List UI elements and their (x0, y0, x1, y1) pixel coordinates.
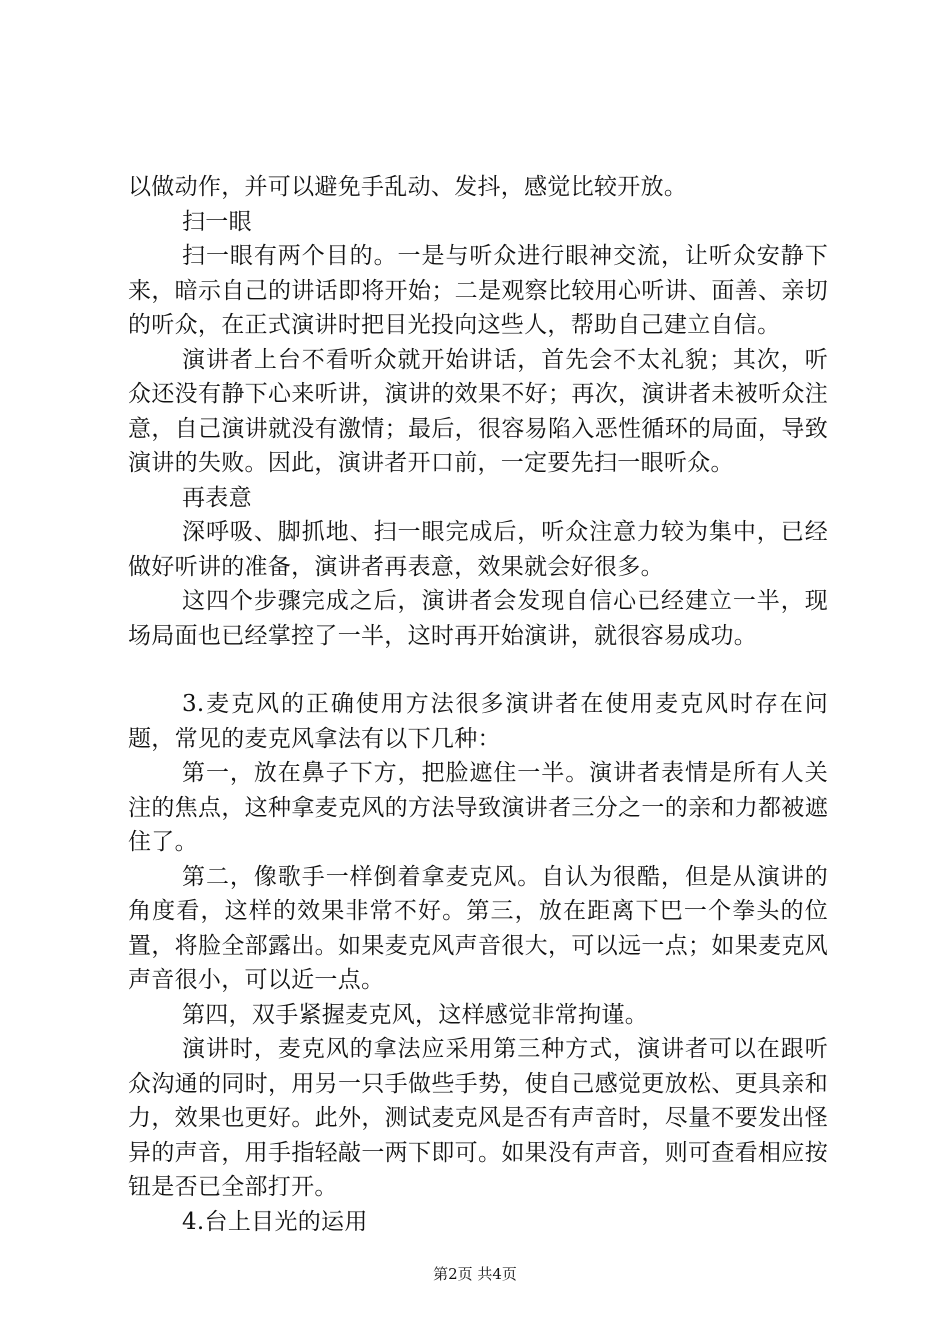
paragraph-gap (128, 653, 828, 687)
section-eye-contact: 4.台上目光的运用 (182, 1208, 368, 1235)
paragraph-scan-reasons: 演讲者上台不看听众就开始讲话，首先会不太礼貌；其次，听众还没有静下心来听讲，演讲的效果不好；再次，演讲者未被听众注意，自己演讲就没有激情；最后，很容易陷入恶性循环的局面，导致演讲的失败。因此，演讲者开口前，一定要先扫一眼听众。 (128, 346, 828, 476)
paragraph-mic-advice: 演讲时，麦克风的拿法应采用第三种方式，演讲者可以在跟听众沟通的同时，用另一只手做些手势，使自己感觉更放松、更具亲和力，效果也更好。此外，测试麦克风是否有声音时，尽量不要发出怪异的声音，用手指轻敲一两下即可。如果没有声音，则可查看相应按钮是否已全部打开。 (128, 1036, 828, 1200)
paragraph-scan-purpose: 扫一眼有两个目的。一是与听众进行眼神交流，让听众安静下来，暗示自己的讲话即将开始；二是观察比较用心听讲、面善、亲切的听众，在正式演讲时把目光投向这些人，帮助自己建立自信。 (128, 243, 828, 338)
section-microphone: 3.麦克风的正确使用方法很多演讲者在使用麦克风时存在问题，常见的麦克风拿法有以下几种： (128, 691, 828, 752)
paragraph-mic-fourth: 第四，双手紧握麦克风，这样感觉非常拘谨。 (182, 1001, 648, 1028)
paragraph-mic-first: 第一，放在鼻子下方，把脸遮住一半。演讲者表情是所有人关注的焦点，这种拿麦克风的方法导致演讲者三分之一的亲和力都被遮住了。 (128, 760, 828, 855)
paragraph-four-steps: 这四个步骤完成之后，演讲者会发现自信心已经建立一半，现场局面也已经掌控了一半，这时再开始演讲，就很容易成功。 (128, 588, 828, 649)
paragraph-express-meaning: 深呼吸、脚抓地、扫一眼完成后，听众注意力较为集中，已经做好听讲的准备，演讲者再表意，效果就会好很多。 (128, 519, 828, 580)
heading-scan-audience: 扫一眼 (182, 208, 252, 235)
heading-express-meaning: 再表意 (182, 484, 252, 511)
paragraph-mic-second-third: 第二，像歌手一样倒着拿麦克风。自认为很酷，但是从演讲的角度看，这样的效果非常不好。第三，放在距离下巴一个拳头的位置，将脸全部露出。如果麦克风声音很大，可以远一点；如果麦克风声音很小，可以近一点。 (128, 863, 828, 993)
paragraph-continuation: 以做动作，并可以避免手乱动、发抖，感觉比较开放。 (128, 174, 688, 200)
page-number: 第2页 共4页 (433, 1265, 517, 1283)
document-body (128, 170, 828, 1239)
